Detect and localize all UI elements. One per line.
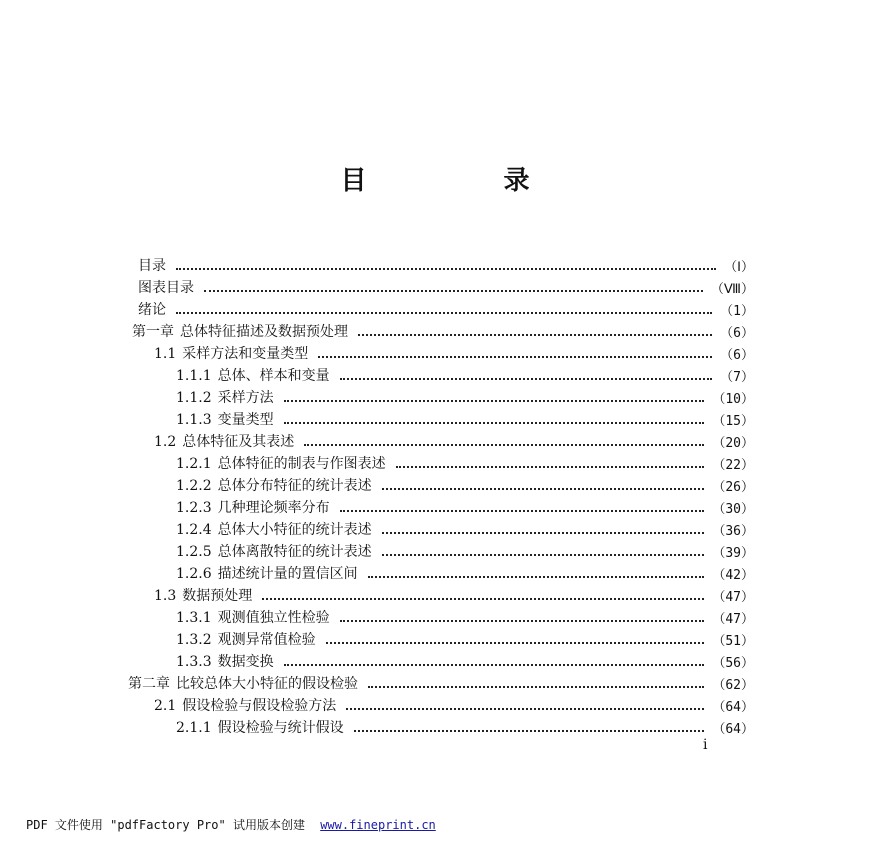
toc-entry-label: 采样方法和变量类型 [182, 346, 309, 362]
toc-entry-number: 1.2.1 [176, 456, 212, 472]
pdf-footer [26, 816, 436, 833]
dot-leader [284, 664, 705, 666]
toc-entry-page: （64） [712, 699, 754, 715]
toc-entry-label: 比较总体大小特征的假设检验 [176, 676, 358, 692]
toc-entry-number: 第一章 [132, 324, 174, 340]
toc-entry[interactable] [132, 254, 754, 276]
dot-leader [176, 312, 712, 314]
dot-leader [382, 532, 705, 534]
dot-leader [354, 730, 705, 732]
dot-leader [340, 620, 705, 622]
toc-entry-label: 采样方法 [217, 390, 274, 406]
toc-entry-page: （15） [712, 413, 754, 429]
toc-entry[interactable] [132, 628, 754, 650]
dot-leader [340, 378, 713, 380]
toc-entry-number: 1.1.3 [176, 412, 212, 428]
footer-text: PDF 文件使用 "pdfFactory Pro" 试用版本创建 [26, 818, 305, 832]
toc-entry[interactable] [132, 452, 754, 474]
toc-entry[interactable] [132, 606, 754, 628]
toc-entry-number: 1.3 [154, 588, 177, 604]
toc-entry-page: （22） [712, 457, 754, 473]
toc-entry-page: （47） [712, 611, 754, 627]
toc-entry[interactable] [132, 562, 754, 584]
toc-entry-page: （Ⅰ） [724, 259, 754, 275]
toc-entry[interactable] [132, 584, 754, 606]
dot-leader [318, 356, 712, 358]
dot-leader [346, 708, 704, 710]
toc-entry-page: （51） [712, 633, 754, 649]
toc-entry-number: 2.1 [154, 698, 177, 714]
toc-entry[interactable] [132, 430, 754, 452]
toc-entry-page: （64） [712, 721, 754, 737]
toc-entry-label: 绪论 [138, 302, 166, 318]
dot-leader [284, 422, 705, 424]
toc-entry-number: 1.1.1 [176, 368, 212, 384]
toc-entry-page: （20） [712, 435, 754, 451]
toc-entry-number: 1.2.4 [176, 522, 212, 538]
dot-leader [176, 268, 716, 270]
page-title: 目 录 [340, 166, 594, 196]
dot-leader [368, 576, 705, 578]
toc-entry[interactable] [132, 540, 754, 562]
toc-entry[interactable] [132, 298, 754, 320]
toc-entry-number: 1.2 [154, 434, 177, 450]
toc-entry-number: 1.2.5 [176, 544, 212, 560]
toc-entry-page: （62） [712, 677, 754, 693]
toc-entry-page: （Ⅷ） [710, 281, 754, 297]
toc-entry-page: （36） [712, 523, 754, 539]
toc-entry-label: 总体、样本和变量 [217, 368, 330, 384]
toc-entry-page: （42） [712, 567, 754, 583]
toc-entry-label: 目录 [138, 258, 166, 274]
toc-entry-label: 描述统计量的置信区间 [217, 566, 358, 582]
toc-entry[interactable] [132, 386, 754, 408]
dot-leader [204, 290, 703, 292]
dot-leader [262, 598, 704, 600]
toc-entry-label: 图表目录 [138, 280, 194, 296]
toc-entry-page: （56） [712, 655, 754, 671]
toc-entry[interactable] [132, 496, 754, 518]
toc-entry-page: （10） [712, 391, 754, 407]
toc-entry-label: 数据预处理 [182, 588, 253, 604]
dot-leader [340, 510, 705, 512]
dot-leader [304, 444, 704, 446]
toc-entry-page: （39） [712, 545, 754, 561]
toc-entry-label: 几种理论频率分布 [217, 500, 330, 516]
toc-entry[interactable] [132, 716, 754, 738]
toc-entry-page: （26） [712, 479, 754, 495]
toc-entry-page: （6） [720, 347, 754, 363]
footer-link[interactable]: www.fineprint.cn [320, 818, 436, 832]
toc-entry-label: 变量类型 [217, 412, 274, 428]
toc-entry[interactable] [132, 342, 754, 364]
toc-entry[interactable] [132, 276, 754, 298]
toc-entry-page: （7） [720, 369, 754, 385]
toc-entry-label: 总体特征及其表述 [182, 434, 295, 450]
toc-entry-page: （1） [720, 303, 754, 319]
toc-entry[interactable] [132, 650, 754, 672]
toc-entry-label: 总体大小特征的统计表述 [217, 522, 372, 538]
dot-leader [326, 642, 705, 644]
dot-leader [382, 554, 705, 556]
toc-entry[interactable] [128, 672, 754, 694]
toc-entry-number: 1.3.1 [176, 610, 212, 626]
toc-entry-number: 1.3.3 [176, 654, 212, 670]
toc-entry-label: 总体特征描述及数据预处理 [180, 324, 348, 340]
toc-entry-page: （47） [712, 589, 754, 605]
toc-entry-number: 第二章 [128, 676, 170, 692]
toc-entry-number: 1.1 [154, 346, 177, 362]
toc-entry-label: 假设检验与假设检验方法 [182, 698, 337, 714]
toc-entry-label: 假设检验与统计假设 [217, 720, 344, 736]
toc-entry-number: 1.2.3 [176, 500, 212, 516]
toc-entry-label: 数据变换 [217, 654, 274, 670]
dot-leader [284, 400, 705, 402]
dot-leader [396, 466, 705, 468]
dot-leader [382, 488, 705, 490]
page-number: i [703, 737, 708, 753]
toc-entry-page: （6） [720, 325, 754, 341]
toc-entry-number: 1.2.2 [176, 478, 212, 494]
toc-entry-number: 1.2.6 [176, 566, 212, 582]
dot-leader [358, 334, 712, 336]
toc-entry-number: 1.3.2 [176, 632, 212, 648]
toc-entry-number: 1.1.2 [176, 390, 212, 406]
toc-entry-label: 总体特征的制表与作图表述 [217, 456, 386, 472]
toc-entry[interactable] [132, 320, 754, 342]
toc-entry-label: 总体分布特征的统计表述 [217, 478, 372, 494]
toc-entry[interactable] [132, 694, 754, 716]
table-of-contents [128, 254, 754, 738]
toc-entry-label: 总体离散特征的统计表述 [217, 544, 372, 560]
toc-entry[interactable] [132, 408, 754, 430]
toc-entry[interactable] [132, 474, 754, 496]
toc-entry-label: 观测值独立性检验 [217, 610, 330, 626]
toc-entry-label: 观测异常值检验 [217, 632, 316, 648]
toc-entry[interactable] [132, 518, 754, 540]
dot-leader [368, 686, 704, 688]
toc-entry[interactable] [132, 364, 754, 386]
toc-entry-number: 2.1.1 [176, 720, 212, 736]
toc-entry-page: （30） [712, 501, 754, 517]
